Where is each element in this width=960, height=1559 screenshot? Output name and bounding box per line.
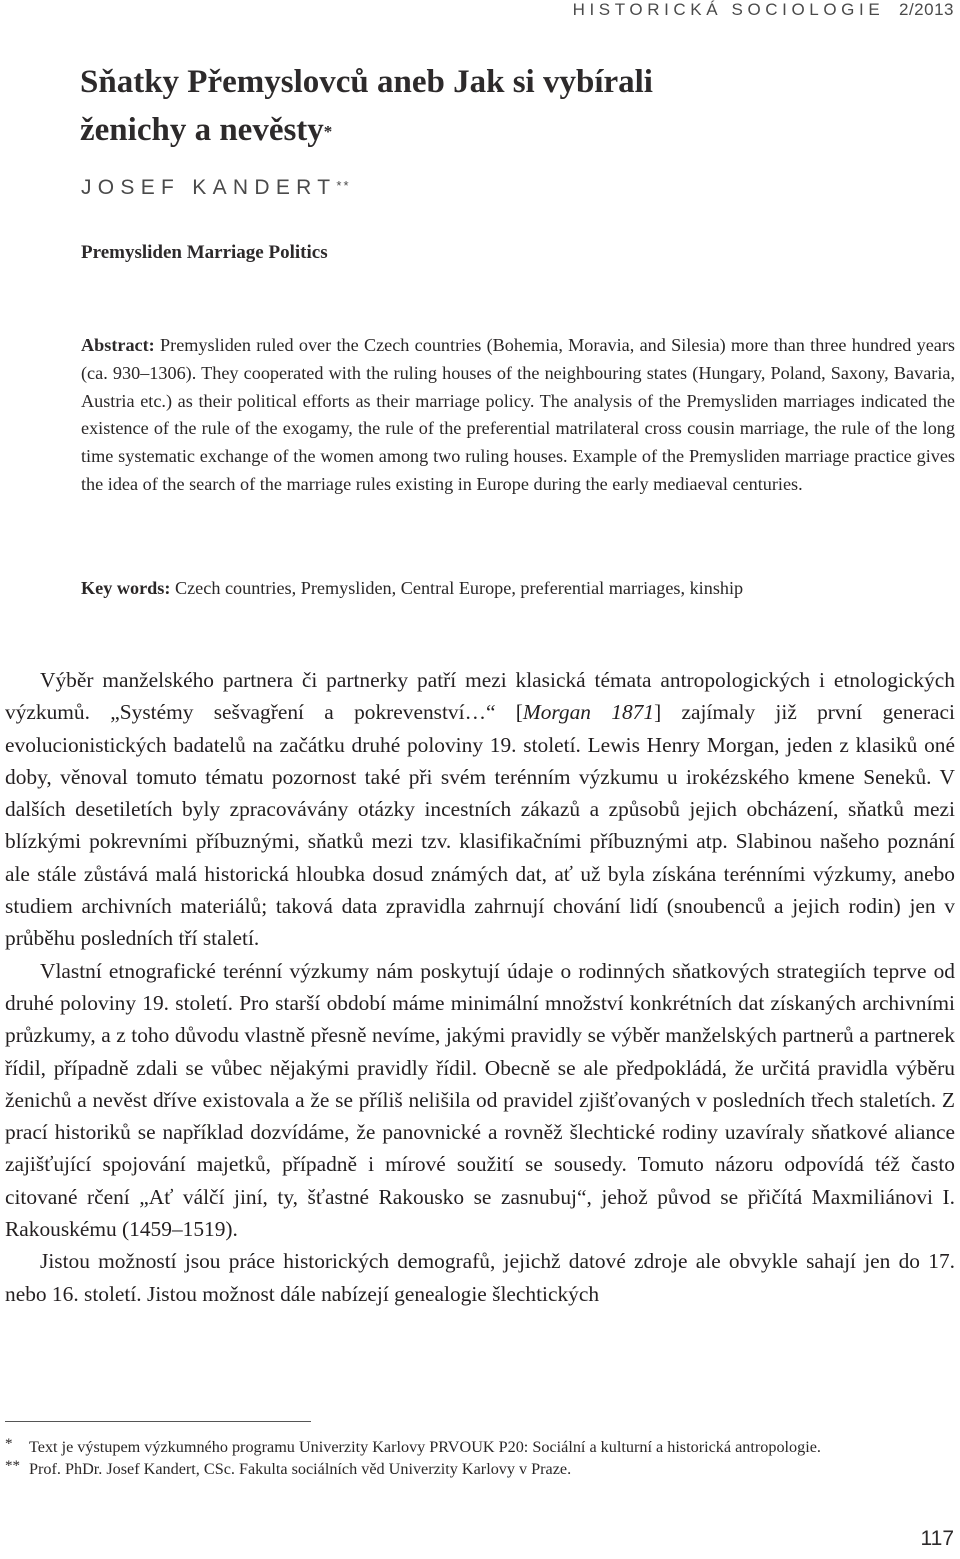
title-line-1: Sňatky Přemyslovců aneb Jak si vybírali <box>80 64 653 100</box>
footnote-2 <box>5 1459 955 1481</box>
footnote-1-mark: * <box>5 1436 13 1452</box>
title-line-2: ženichy a nevěsty <box>80 112 324 148</box>
page-number: 117 <box>920 1527 954 1550</box>
keywords-label: Key words: <box>81 578 171 598</box>
paragraph-1-part-a: Výběr manželského partnera či partnerky patří mezi klasická témata antropologických i etnologických výzkumů. „Systémy sešvagření a pokrevenství…“ [ <box>5 668 955 725</box>
issue-number: 2/2013 <box>899 0 954 19</box>
keywords <box>81 574 955 602</box>
title-footnote-mark: * <box>323 122 333 141</box>
footnote-2-text: Prof. PhDr. Josef Kandert, CSc. Fakulta sociálních věd Univerzity Karlovy v Praze. <box>29 1459 572 1478</box>
footnote-divider <box>5 1421 311 1422</box>
journal-name: HISTORICKÁ SOCIOLOGIE <box>572 0 885 19</box>
author-footnote-mark: ** <box>336 178 351 193</box>
citation-morgan: Morgan 1871 <box>522 700 655 725</box>
running-head <box>573 0 954 20</box>
english-title: Premysliden Marriage Politics <box>81 242 328 263</box>
article-title <box>80 58 880 154</box>
footnotes <box>5 1437 955 1480</box>
author-text: JOSEF KANDERT <box>81 176 337 199</box>
abstract <box>81 332 955 499</box>
footnote-1-text: Text je výstupem výzkumného programu Univerzity Karlovy PRVOUK P20: Sociální a kulturní a historická antropologie. <box>29 1438 821 1456</box>
abstract-label: Abstract: <box>81 335 155 355</box>
paragraph-1-part-b: ] zajímaly již první generaci evolucionistických badatelů na začátku druhé poloviny 19. století. Lewis Henry Morgan, jeden z klasiků oné doby, věnoval tomuto tématu pozornost také při svém terénním výzkumu u irokézského kmene Seneků. V dalších desetiletích byly zpracovávány otázky incestních zákazů a způsobů jejich obcházení, sňatků mezi blízkými pokrevními příbuznými, sňatků mezi tzv. klasifikačními příbuznými atp. Slabinou našeho poznání ale stále zůstává malá historická hloubka dosud známých dat, ať už byla získána terénními výzkumy, anebo studiem archivních materiálů; taková data zpravidla zahrnují chování lidí (snoubenců a jejich rodin) jen v průběhu posledních tří staletí. <box>5 700 955 951</box>
footnote-2-mark: ** <box>5 1457 20 1474</box>
keywords-text: Czech countries, Premysliden, Central Europe, preferential marriages, kinship <box>174 578 744 598</box>
abstract-text: Premysliden ruled over the Czech countries (Bohemia, Moravia, and Silesia) more than three hundred years (ca. 930–1306). They cooperated with the ruling houses of the neighbouring states (Hungary, Poland, Saxony, Bavaria, Austria etc.) as their political efforts as their marriage policy. The analysis of the Premysliden marriages indicated the existence of the rule of the exogamy, the rule of the preferential matrilateral cross cousin marriage, the rule of the long time systematic exchange of the women among two ruling houses. Example of the Premysliden marriage practice gives the idea of the search of the marriage rules existing in Europe during the early mediaeval centuries. <box>81 335 956 494</box>
body-paragraph-3: Jistou možností jsou práce historických demografů, jejichž datové zdroje ale obvykle sahají jen do 17. nebo 16. století. Jistou možnost dále nabízejí genealogie šlechtických <box>5 1249 955 1306</box>
body-text <box>5 664 955 1310</box>
footnote-1 <box>5 1437 955 1459</box>
body-paragraph-1 <box>5 664 955 955</box>
body-paragraph-2: Vlastní etnografické terénní výzkumy nám poskytují údaje o rodinných sňatkových strategiích teprve od druhé poloviny 19. století. Pro starší období máme minimální množství konkrétních dat získaných archivními průzkumy, a z toho důvodu vlastně přesně nevíme, jakými pravidly se výběr manželských partnerů a partnerek řídil, případně zdali se vůbec nějakými pravidly řídil. Obecně se ale předpokládá, že určitá pravidla výběru ženichů a nevěst dříve existovala a že se příliš nelišila od pravidel zjišťovaných v posledních třech staletích. Z prací historiků se například dozvídáme, že panovnické a rovněž šlechtické rodiny uzavíraly sňatkové aliance zajišťující spojování majetků, případně i mírové soužití se sousedy. Tomuto názoru odpovídá též často citované rčení „Ať válčí jiní, ty, šťastné Rakousko se zasnubuj“, jehož původ se přičítá Maxmiliánovi I. Rakouskému (1459–1519). <box>5 958 955 1242</box>
author-name <box>81 176 351 200</box>
